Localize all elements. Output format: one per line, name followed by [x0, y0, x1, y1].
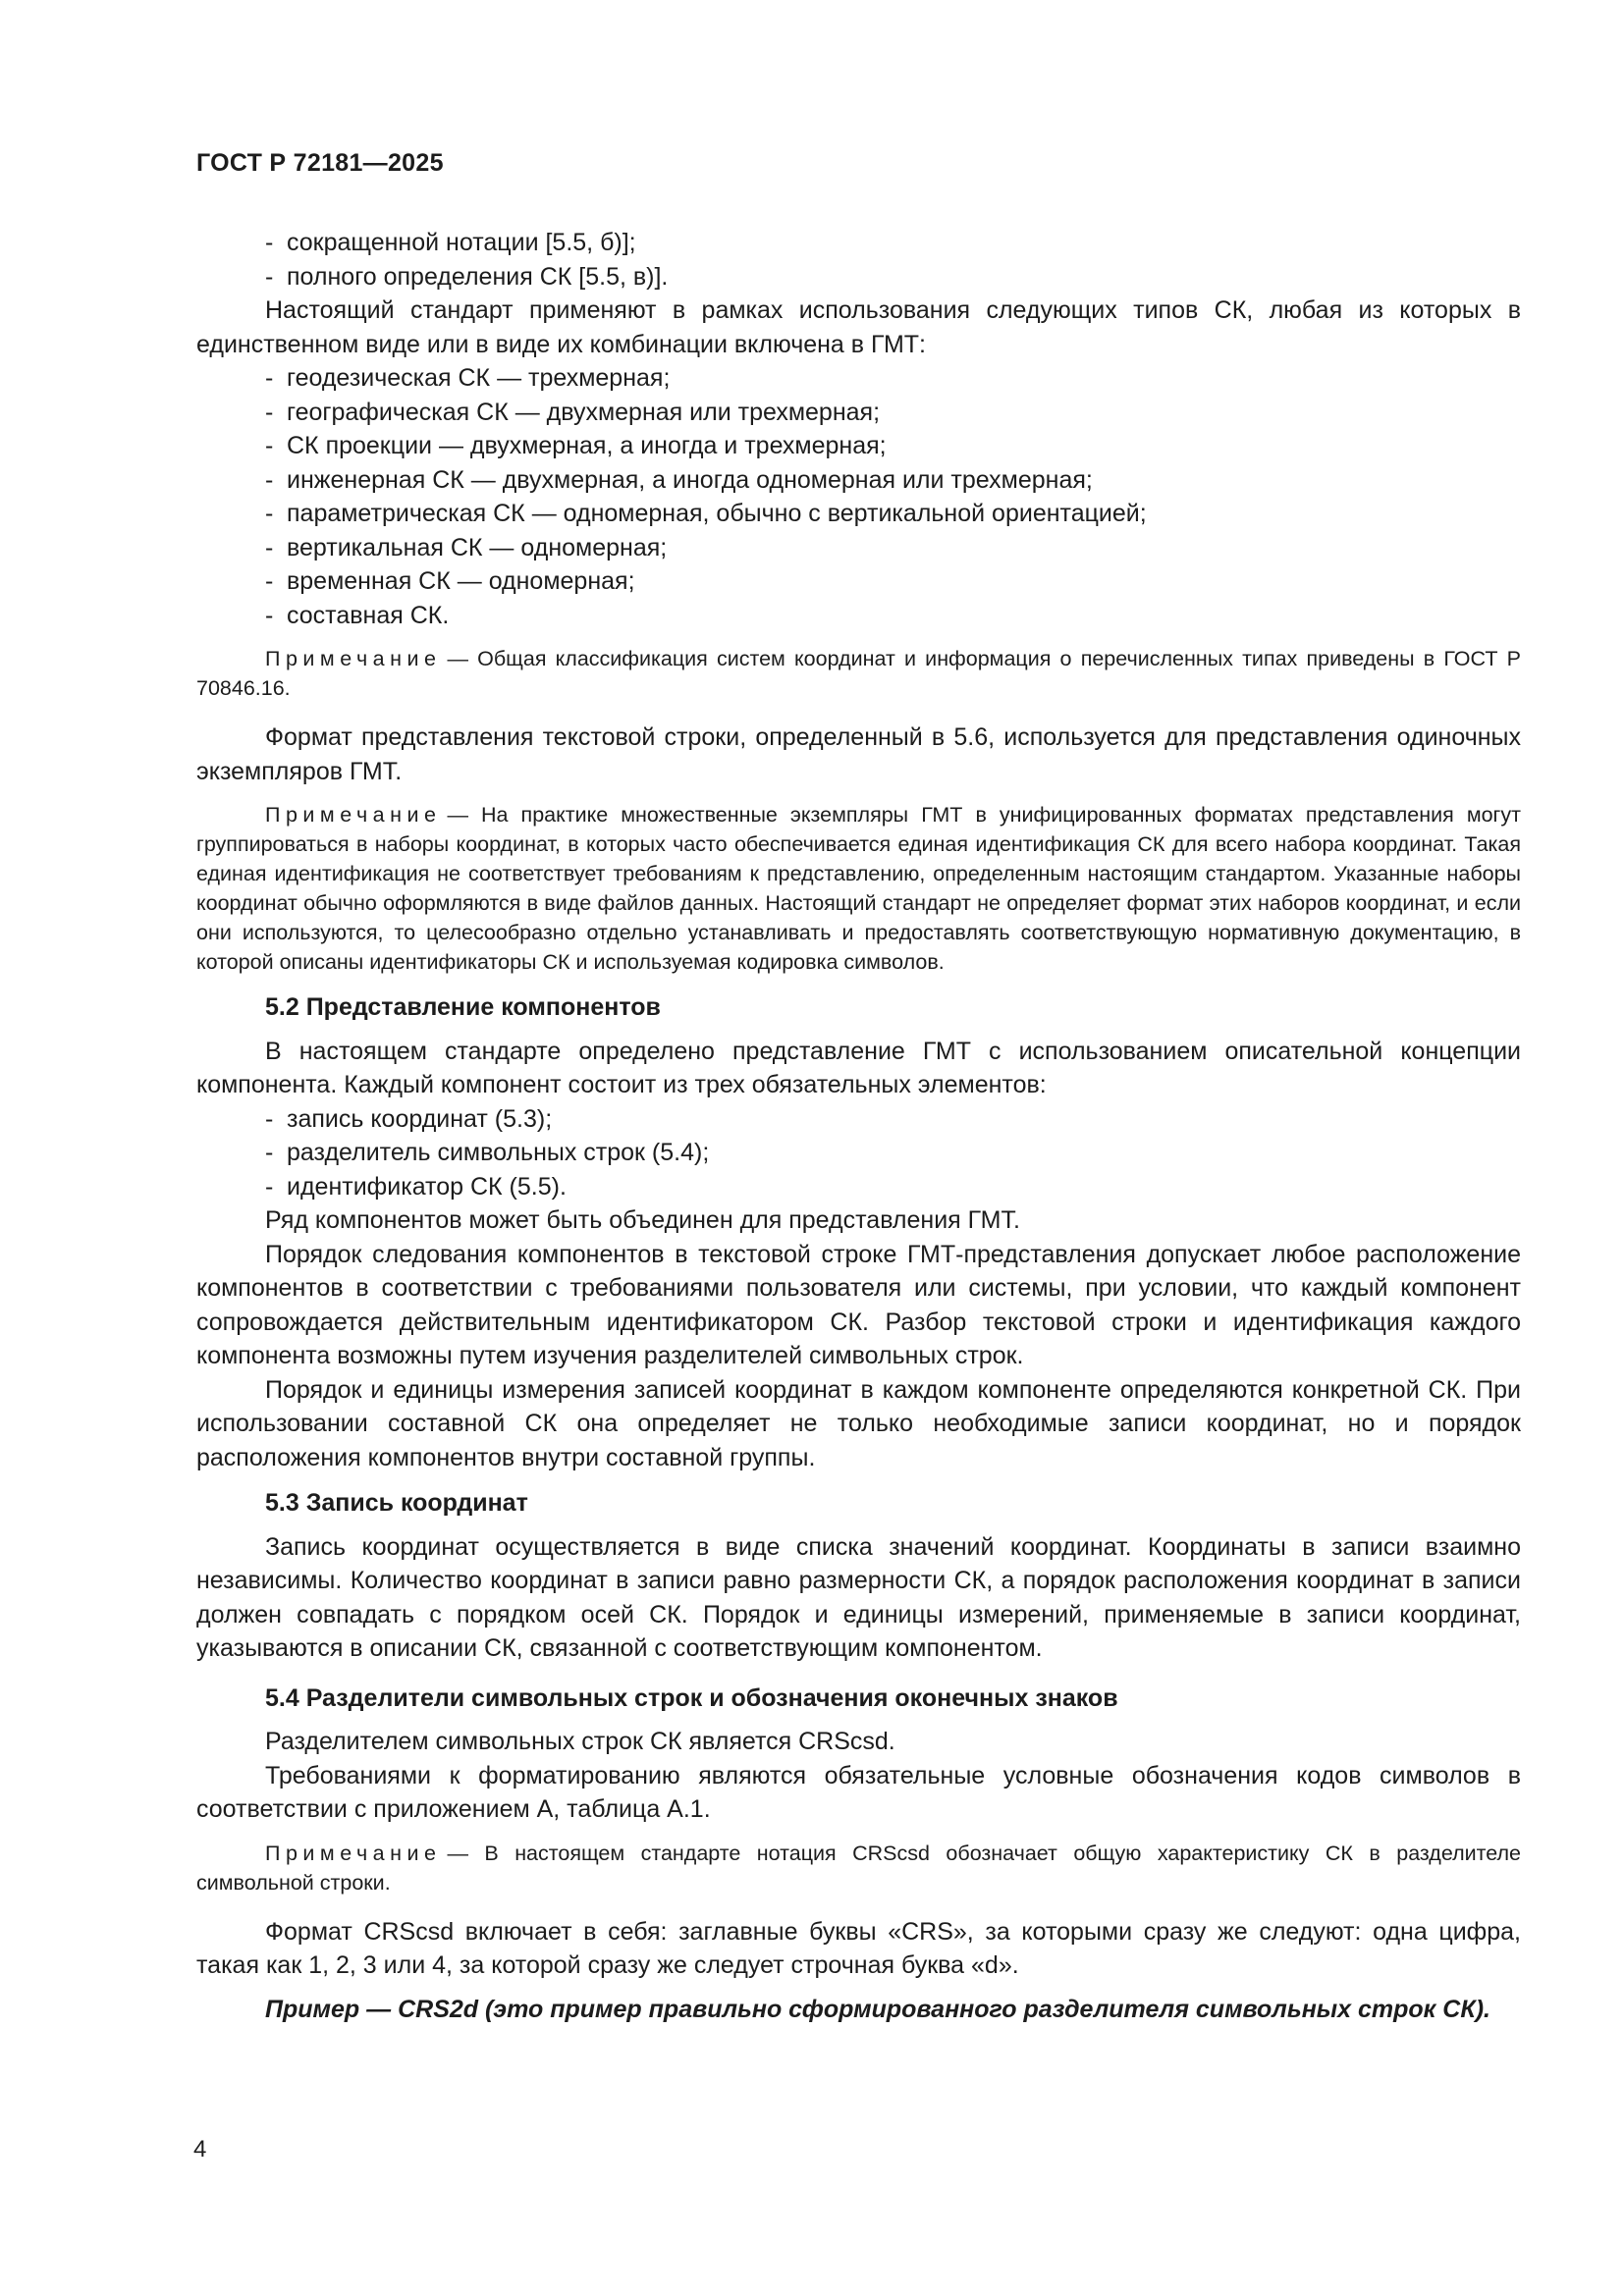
section-heading: 5.4 Разделители символьных строк и обозначения оконечных знаков [265, 1683, 1118, 1712]
paragraph: Формат представления текстовой строки, определенный в 5.6, используется для представления одиночных экземпляров ГМТ. [196, 723, 1521, 785]
note-label: Примечание [265, 1841, 442, 1865]
list-item: - СК проекции — двухмерная, а иногда и трехмерная; [196, 429, 1521, 463]
list-item: - составная СК. [196, 599, 1521, 633]
paragraph: Ряд компонентов может быть объединен для представления ГМТ. [265, 1206, 1020, 1234]
example: Пример — CRS2d (это пример правильно сформированного разделителя символьных строк СК). [265, 1995, 1490, 2023]
paragraph: Разделителем символьных строк СК является CRScsd. [265, 1728, 895, 1755]
note-text: — В настоящем стандарте нотация CRScsd обозначает общую характеристику СК в разделителе символьной строки. [196, 1841, 1521, 1895]
note [196, 800, 1521, 977]
list-item: - запись координат (5.3); [196, 1102, 1521, 1137]
note-text: — На практике множественные экземпляры ГМТ в унифицированных форматах представления могут группироваться в наборы координат, в которых часто обеспечивается единая идентификация СК для всего набора координат. Такая единая идентификация не соответствует требованиям к представлению, определенным настоящим стандартом. Указанные наборы координат обычно оформляются в виде файлов данных. Настоящий стандарт не определяет формат этих наборов координат, и если они используются, то целесообразно отдельно устанавливать и предоставлять соответствующую нормативную документацию, в которой описаны идентификаторы СК и используемая кодировка символов. [196, 803, 1521, 974]
note [196, 644, 1521, 703]
paragraph: Порядок следования компонентов в текстовой строке ГМТ-представления допускает любое расположение компонентов в соответствии с требованиями пользователя или системы, при условии, что каждый компонент сопровождается действительным идентификатором СК. Разбор текстовой строки и идентификация каждого компонента возможны путем изучения разделителей символьных строк. [196, 1240, 1521, 1369]
section-heading: 5.3 Запись координат [265, 1489, 528, 1517]
document-body [196, 226, 1521, 2026]
list-item: - вертикальная СК — одномерная; [196, 531, 1521, 565]
paragraph: Настоящий стандарт применяют в рамках использования следующих типов СК, любая из которых в единственном виде или в виде их комбинации включена в ГМТ: [196, 296, 1521, 358]
list-item: - разделитель символьных строк (5.4); [196, 1136, 1521, 1170]
page-number: 4 [193, 2136, 207, 2163]
bullet-list-crs-types [196, 361, 1521, 632]
list-item: - полного определения СК [5.5, в)]. [196, 260, 1521, 294]
list-item: - параметрическая СК — одномерная, обычно с вертикальной ориентацией; [196, 497, 1521, 531]
list-item: - инженерная СК — двухмерная, а иногда одномерная или трехмерная; [196, 463, 1521, 498]
note [196, 1839, 1521, 1897]
bullet-list-components [196, 1102, 1521, 1204]
paragraph: Формат CRScsd включает в себя: заглавные буквы «CRS», за которыми сразу же следуют: одна цифра, такая как 1, 2, 3 или 4, за которой сразу же следует строчная буква «d». [196, 1917, 1521, 1979]
note-text: — Общая классификация систем координат и информация о перечисленных типах приведены в ГОСТ Р 70846.16. [196, 647, 1521, 700]
note-label: Примечание [265, 803, 442, 827]
paragraph: В настоящем стандарте определено представление ГМТ с использованием описательной концепции компонента. Каждый компонент состоит из трех обязательных элементов: [196, 1037, 1521, 1098]
list-item: - идентификатор СК (5.5). [196, 1170, 1521, 1204]
paragraph: Порядок и единицы измерения записей координат в каждом компоненте определяются конкретной СК. При использовании составной СК она определяет не только необходимые записи координат, но и порядок расположения компонентов внутри составной группы. [196, 1375, 1521, 1471]
document-header: ГОСТ Р 72181—2025 [196, 149, 444, 177]
list-item: - сокращенной нотации [5.5, б)]; [196, 226, 1521, 260]
note-label: Примечание [265, 647, 442, 670]
list-item: - геодезическая СК — трехмерная; [196, 361, 1521, 396]
section-heading: 5.2 Представление компонентов [265, 993, 661, 1021]
bullet-list-notation [196, 226, 1521, 294]
list-item: - географическая СК — двухмерная или трехмерная; [196, 396, 1521, 430]
list-item: - временная СК — одномерная; [196, 564, 1521, 599]
paragraph: Запись координат осуществляется в виде списка значений координат. Координаты в записи взаимно независимы. Количество координат в записи равно размерности СК, а порядок расположения координат в записи должен совпадать с порядком осей СК. Порядок и единицы измерений, применяемые в записи координат, указываются в описании СК, связанной с соответствующим компонентом. [196, 1532, 1521, 1662]
paragraph: Требованиями к форматированию являются обязательные условные обозначения кодов символов в соответствии с приложением А, таблица А.1. [196, 1761, 1521, 1823]
